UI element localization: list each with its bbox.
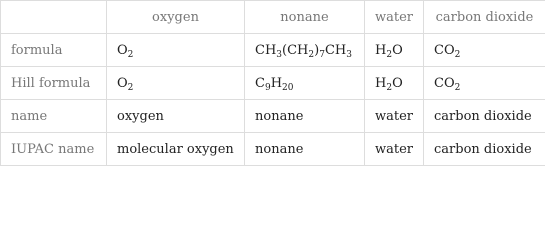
formula-text: O bbox=[117, 42, 128, 58]
subscript: 7 bbox=[319, 49, 325, 60]
column-header-water: water bbox=[365, 1, 424, 34]
name-water: water bbox=[365, 100, 424, 133]
subscript: 3 bbox=[276, 49, 283, 60]
formula-row bbox=[1, 34, 545, 67]
formula-carbon-dioxide bbox=[424, 34, 545, 67]
formula-text: CH bbox=[324, 42, 347, 58]
hill-formula-row bbox=[1, 67, 545, 100]
formula-text: ) bbox=[314, 42, 320, 58]
name-row bbox=[1, 100, 545, 133]
hill-formula-oxygen bbox=[107, 67, 245, 100]
iupac-name-nonane: nonane bbox=[245, 133, 365, 166]
formula-text: CO bbox=[434, 42, 455, 58]
formula-text: CO bbox=[434, 75, 455, 91]
row-label-formula: formula bbox=[1, 34, 107, 67]
subscript: 2 bbox=[454, 82, 461, 93]
corner-cell bbox=[1, 1, 107, 34]
name-carbon-dioxide: carbon dioxide bbox=[424, 100, 545, 133]
subscript: 2 bbox=[454, 49, 461, 60]
formula-oxygen bbox=[107, 34, 245, 67]
subscript: 3 bbox=[346, 49, 352, 60]
formula-water bbox=[365, 34, 424, 67]
iupac-name-oxygen: molecular oxygen bbox=[107, 133, 245, 166]
subscript: 2 bbox=[127, 49, 134, 60]
column-header-oxygen: oxygen bbox=[107, 1, 245, 34]
subscript: 2 bbox=[386, 49, 393, 60]
formula-text: H bbox=[270, 75, 283, 91]
subscript: 2 bbox=[308, 49, 315, 60]
formula-text: CH bbox=[255, 42, 277, 58]
row-label-name: name bbox=[1, 100, 107, 133]
name-oxygen: oxygen bbox=[107, 100, 245, 133]
formula-text: H bbox=[375, 42, 387, 58]
column-header-carbon-dioxide: carbon dioxide bbox=[424, 1, 545, 34]
iupac-name-carbon-dioxide: carbon dioxide bbox=[424, 133, 545, 166]
formula-text: O bbox=[392, 75, 403, 91]
formula-nonane bbox=[245, 34, 365, 67]
row-label-iupac-name: IUPAC name bbox=[1, 133, 107, 166]
header-row bbox=[1, 1, 545, 34]
hill-formula-nonane bbox=[245, 67, 365, 100]
subscript: 20 bbox=[282, 82, 294, 93]
subscript: 9 bbox=[264, 82, 271, 93]
name-nonane: nonane bbox=[245, 100, 365, 133]
formula-text: H bbox=[375, 75, 387, 91]
hill-formula-water bbox=[365, 67, 424, 100]
hill-formula-carbon-dioxide bbox=[424, 67, 545, 100]
formula-text: C bbox=[255, 75, 265, 91]
formula-text: O bbox=[117, 75, 128, 91]
column-header-nonane: nonane bbox=[245, 1, 365, 34]
subscript: 2 bbox=[386, 82, 393, 93]
iupac-name-water: water bbox=[365, 133, 424, 166]
row-label-hill-formula: Hill formula bbox=[1, 67, 107, 100]
formula-text: (CH bbox=[282, 42, 309, 58]
formula-text: O bbox=[392, 42, 403, 58]
iupac-name-row bbox=[1, 133, 545, 166]
subscript: 2 bbox=[127, 82, 134, 93]
